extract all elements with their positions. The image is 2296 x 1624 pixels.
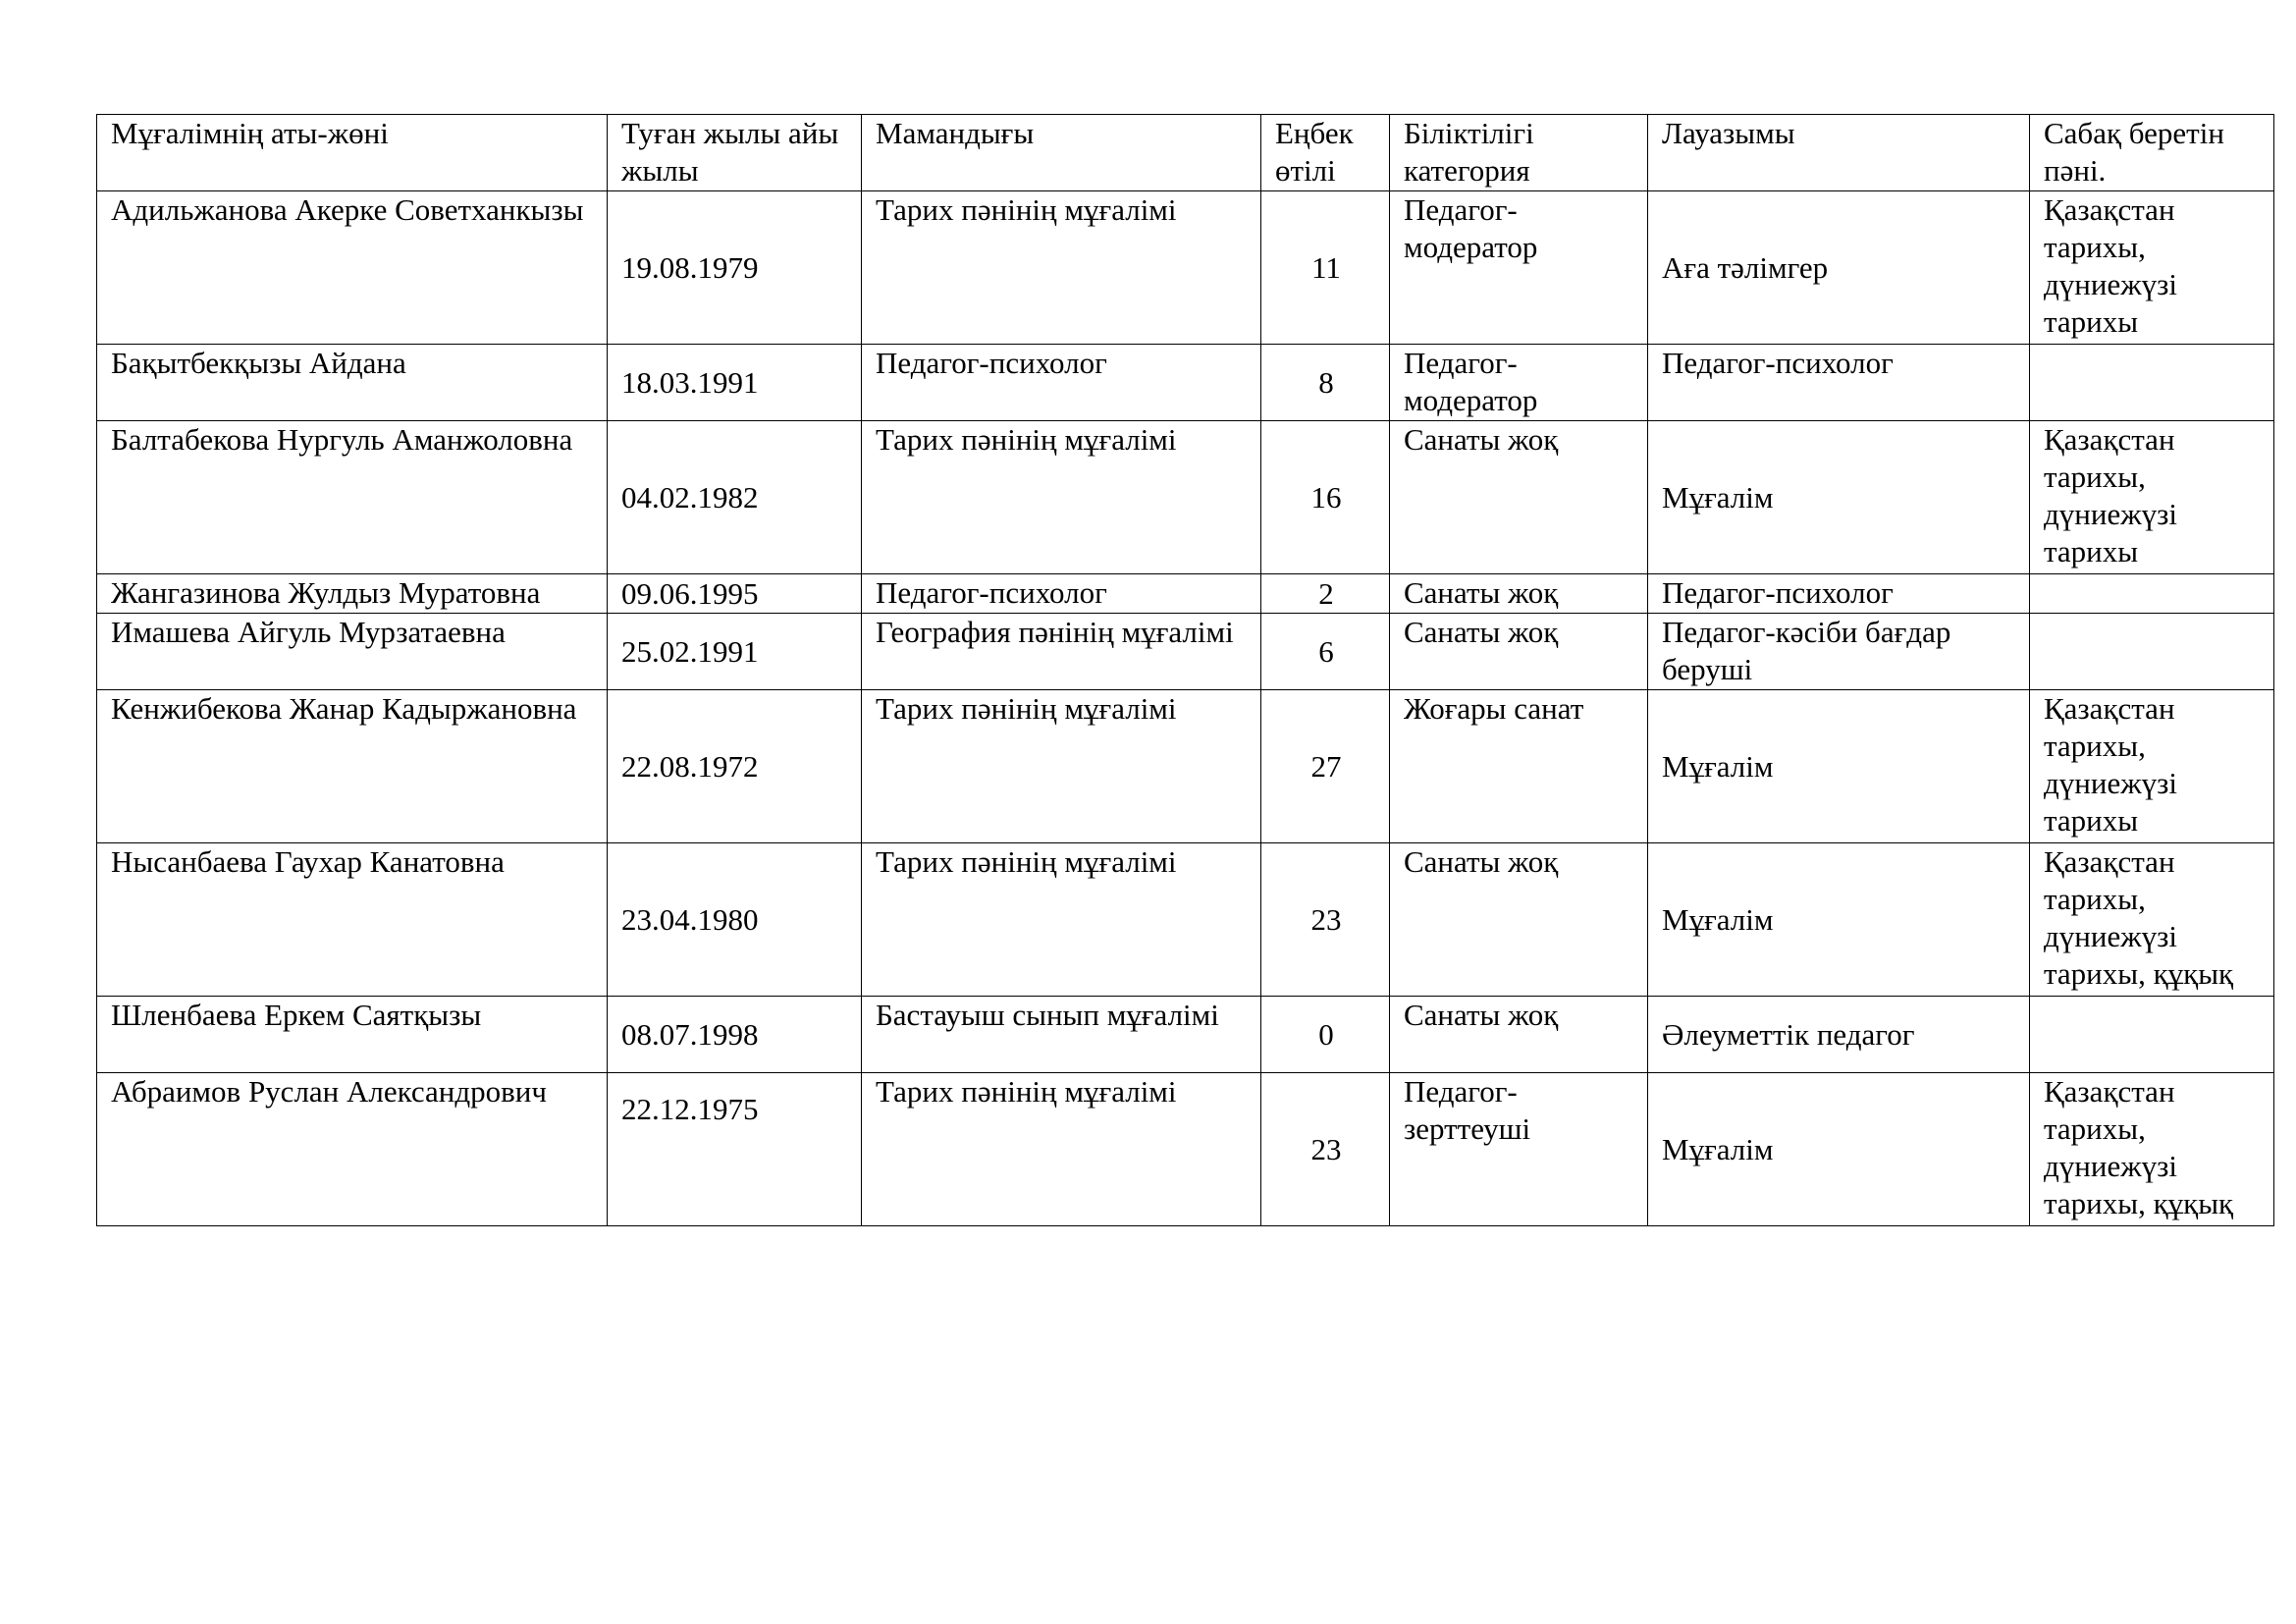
cell-subject: [2030, 997, 2274, 1073]
cell-position: Әлеуметтік педагог: [1648, 997, 2030, 1073]
staff-table: [96, 114, 2274, 1226]
cell-teacher-name: Имашева Айгуль Мурзатаевна: [97, 614, 608, 690]
cell-category: Педагог-зерттеуші: [1390, 1073, 1648, 1226]
cell-experience: 27: [1261, 690, 1390, 843]
cell-birth-date: 19.08.1979: [608, 191, 862, 345]
cell-subject: [2030, 574, 2274, 614]
cell-experience: 16: [1261, 421, 1390, 574]
cell-position: Мұғалім: [1648, 690, 2030, 843]
cell-teacher-name: Бақытбекқызы Айдана: [97, 345, 608, 421]
cell-position: Педагог-кәсіби бағдар беруші: [1648, 614, 2030, 690]
cell-category: Педагог-модератор: [1390, 191, 1648, 345]
cell-category: Санаты жоқ: [1390, 614, 1648, 690]
header-experience: Еңбек өтілі: [1261, 115, 1390, 191]
header-teacher-name: Мұғалімнің аты-жөні: [97, 115, 608, 191]
cell-teacher-name: Шленбаева Еркем Саятқызы: [97, 997, 608, 1073]
cell-birth-date: 23.04.1980: [608, 843, 862, 997]
cell-category: Санаты жоқ: [1390, 574, 1648, 614]
cell-specialty: Тарих пәнінің мұғалімі: [862, 421, 1261, 574]
cell-birth-date: 08.07.1998: [608, 997, 862, 1073]
table-row: [97, 191, 2274, 345]
cell-position: Мұғалім: [1648, 1073, 2030, 1226]
cell-specialty: Тарих пәнінің мұғалімі: [862, 1073, 1261, 1226]
cell-specialty: Тарих пәнінің мұғалімі: [862, 843, 1261, 997]
table-row: [97, 574, 2274, 614]
table-row: [97, 345, 2274, 421]
cell-position: Мұғалім: [1648, 843, 2030, 997]
cell-specialty: Тарих пәнінің мұғалімі: [862, 191, 1261, 345]
cell-experience: 6: [1261, 614, 1390, 690]
header-category: Біліктілігі категория: [1390, 115, 1648, 191]
cell-category: Санаты жоқ: [1390, 421, 1648, 574]
table-row: [97, 614, 2274, 690]
cell-teacher-name: Балтабекова Нургуль Аманжоловна: [97, 421, 608, 574]
cell-specialty: Педагог-психолог: [862, 345, 1261, 421]
header-subject: Сабақ беретін пәні.: [2030, 115, 2274, 191]
header-position: Лауазымы: [1648, 115, 2030, 191]
cell-experience: 23: [1261, 843, 1390, 997]
cell-category: Жоғары санат: [1390, 690, 1648, 843]
cell-subject: Қазақстан тарихы, дүниежүзі тарихы, құқық: [2030, 843, 2274, 997]
cell-subject: Қазақстан тарихы, дүниежүзі тарихы: [2030, 421, 2274, 574]
cell-subject: Қазақстан тарихы, дүниежүзі тарихы: [2030, 191, 2274, 345]
cell-birth-date: 09.06.1995: [608, 574, 862, 614]
cell-experience: 8: [1261, 345, 1390, 421]
cell-position: Педагог-психолог: [1648, 574, 2030, 614]
cell-teacher-name: Кенжибекова Жанар Кадыржановна: [97, 690, 608, 843]
header-birth-date: Туған жылы айы жылы: [608, 115, 862, 191]
cell-subject: Қазақстан тарихы, дүниежүзі тарихы, құқық: [2030, 1073, 2274, 1226]
cell-specialty: Тарих пәнінің мұғалімі: [862, 690, 1261, 843]
table-row: [97, 997, 2274, 1073]
cell-birth-date: 22.12.1975: [608, 1073, 862, 1226]
cell-birth-date: 04.02.1982: [608, 421, 862, 574]
cell-subject: Қазақстан тарихы, дүниежүзі тарихы: [2030, 690, 2274, 843]
cell-experience: 11: [1261, 191, 1390, 345]
cell-position: Педагог-психолог: [1648, 345, 2030, 421]
cell-experience: 0: [1261, 997, 1390, 1073]
cell-teacher-name: Адильжанова Акерке Советханкызы: [97, 191, 608, 345]
cell-birth-date: 25.02.1991: [608, 614, 862, 690]
cell-experience: 23: [1261, 1073, 1390, 1226]
cell-birth-date: 22.08.1972: [608, 690, 862, 843]
cell-birth-date: 18.03.1991: [608, 345, 862, 421]
table-row: [97, 421, 2274, 574]
cell-experience: 2: [1261, 574, 1390, 614]
cell-position: Аға тәлімгер: [1648, 191, 2030, 345]
header-row: [97, 115, 2274, 191]
table-row: [97, 690, 2274, 843]
cell-category: Санаты жоқ: [1390, 997, 1648, 1073]
cell-subject: [2030, 614, 2274, 690]
cell-specialty: География пәнінің мұғалімі: [862, 614, 1261, 690]
cell-position: Мұғалім: [1648, 421, 2030, 574]
table-row: [97, 843, 2274, 997]
cell-teacher-name: Жангазинова Жулдыз Муратовна: [97, 574, 608, 614]
header-specialty: Мамандығы: [862, 115, 1261, 191]
cell-category: Педагог-модератор: [1390, 345, 1648, 421]
cell-specialty: Педагог-психолог: [862, 574, 1261, 614]
cell-teacher-name: Нысанбаева Гаухар Канатовна: [97, 843, 608, 997]
cell-category: Санаты жоқ: [1390, 843, 1648, 997]
cell-specialty: Бастауыш сынып мұғалімі: [862, 997, 1261, 1073]
cell-teacher-name: Абраимов Руслан Александрович: [97, 1073, 608, 1226]
cell-subject: [2030, 345, 2274, 421]
table-row: [97, 1073, 2274, 1226]
